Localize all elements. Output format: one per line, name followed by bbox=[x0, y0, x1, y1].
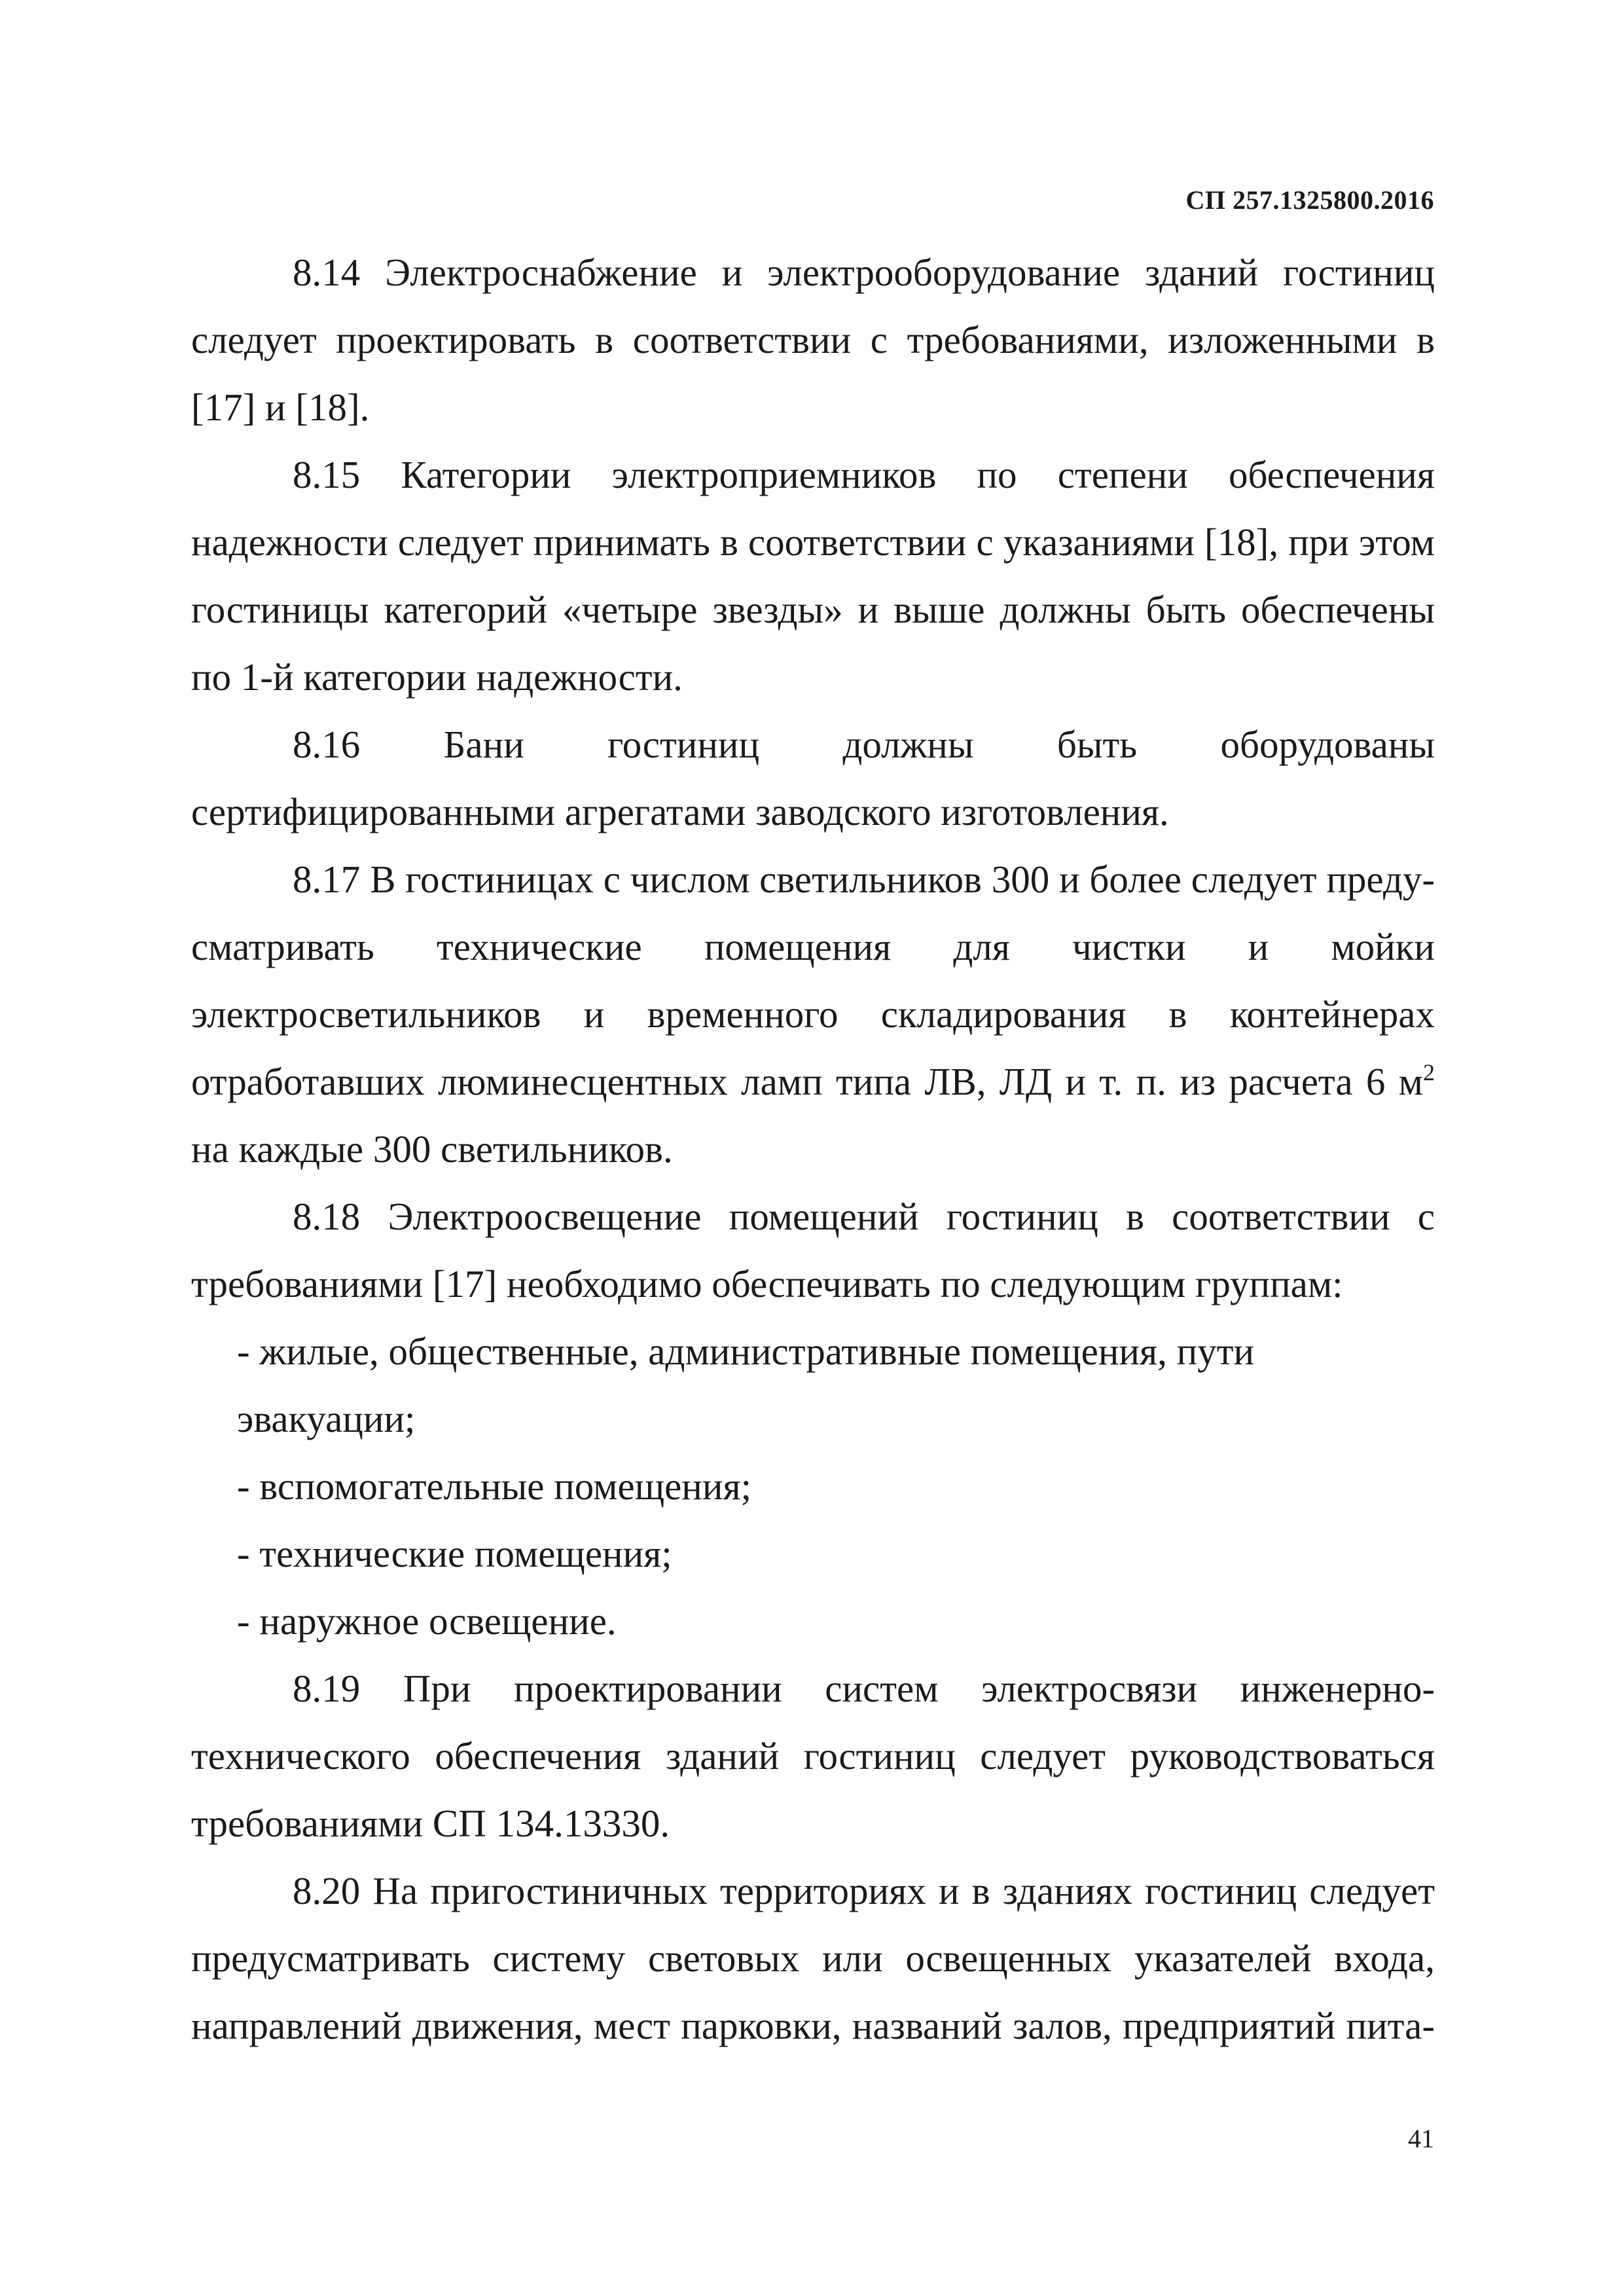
list-item: - наружное освещение. bbox=[237, 1599, 617, 1643]
section-8-17-text: 8.17 В гостиницах с числом светильников 300 и более следует предусматривать технические помещения для чистки и мойки электросветильников и временного складирования в контейнерах отработавших люминесцентных ламп типа ЛВ, ЛД и т. п. из расчета 6 м bbox=[191, 858, 1435, 1103]
document-code: СП 257.1325800.2016 bbox=[1185, 185, 1434, 215]
square-superscript: 2 bbox=[1423, 1059, 1435, 1085]
page-number: 41 bbox=[1408, 2124, 1434, 2153]
lighting-groups-list bbox=[191, 1318, 1435, 1655]
section-8-17-text-end: на каждые 300 светильников. bbox=[191, 1127, 673, 1171]
list-item: - технические помещения; bbox=[237, 1532, 672, 1575]
list-item: - жилые, общественные, административные помещения, пути эвакуации; bbox=[237, 1330, 1255, 1440]
section-8-20: 8.20 На пригостиничных территориях и в зданиях гостиниц следует предусматривать систему световых или освещенных указателей входа, направлений движения, мест парковки, названий залов, предприятий пита- bbox=[191, 1869, 1435, 2047]
section-8-18: 8.18 Электроосвещение помещений гостиниц в соответствии с требованиями [17] необходимо обеспечивать по следующим группам: bbox=[191, 1195, 1435, 1305]
page-body bbox=[191, 239, 1435, 2060]
section-8-19: 8.19 При проектировании систем электросвязи инженерно-технического обеспечения зданий гостиниц следует руководствоваться требованиями СП 134.13330. bbox=[191, 1667, 1435, 1845]
section-8-14: 8.14 Электроснабжение и электрооборудование зданий гостиниц следует проектировать в соответствии с требованиями, изложенными в [17] и [18]. bbox=[191, 251, 1435, 429]
section-8-16: 8.16 Бани гостиниц должны быть оборудованы сертифицированными агрегатами заводского изготовления. bbox=[191, 723, 1435, 833]
section-8-17 bbox=[191, 846, 1435, 1183]
list-item: - вспомогательные помещения; bbox=[237, 1465, 751, 1508]
section-8-15: 8.15 Категории электроприемников по степени обеспечения надежности следует принимать в соответствии с указаниями [18], при этом гостиницы категорий «четыре звезды» и выше должны быть обеспечены по 1-й категории надежности. bbox=[191, 453, 1435, 699]
